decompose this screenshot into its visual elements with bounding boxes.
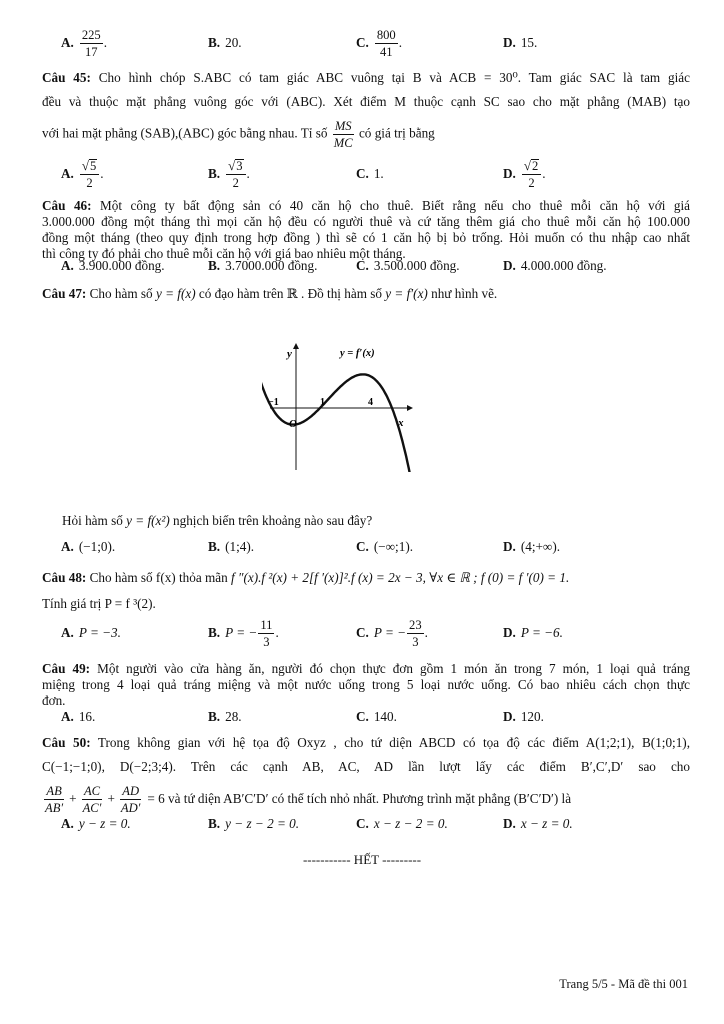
question-text: với hai mặt phẳng (SAB),(ABC) góc bằng nhau. Tỉ số	[42, 125, 328, 141]
q45-option-b	[208, 156, 250, 192]
option-label: B.	[208, 709, 221, 724]
numerator: MS	[334, 119, 352, 133]
numerator: 11	[260, 617, 273, 632]
denominator: 17	[84, 44, 98, 59]
q49-option-b	[208, 707, 242, 727]
option-text: P = −6.	[520, 625, 563, 640]
option-label: C.	[356, 35, 369, 50]
q46-options	[61, 256, 701, 276]
question-text: 3.000.000 đồng một tháng thì mọi căn hộ đều có người thuê và cứ tăng thêm giá cho thuê mỗi căn hộ 100.000	[42, 214, 690, 229]
option-label: A.	[61, 258, 74, 273]
q49-options	[61, 707, 701, 727]
option-label: D.	[503, 166, 516, 181]
q49-option-c	[356, 707, 397, 727]
option-label: B.	[208, 258, 221, 273]
numerator: 23	[409, 617, 422, 632]
q48-option-c	[356, 615, 428, 651]
fraction	[80, 28, 103, 59]
option-label: D.	[503, 816, 516, 831]
option-text: 1.	[373, 166, 384, 181]
sqrt	[524, 159, 539, 173]
q47-option-b	[208, 529, 254, 565]
q49-option-d	[503, 707, 544, 727]
numerator	[522, 159, 541, 175]
option-label: C.	[356, 539, 369, 554]
question-number: Câu 49:	[42, 661, 91, 676]
x-axis-label: x	[398, 417, 404, 429]
q44-option-c	[356, 25, 402, 61]
question-number: Câu 46:	[42, 198, 92, 213]
numerator: 800	[376, 27, 396, 42]
radical-sign: √	[523, 157, 531, 173]
question-text: Tính giá trị P = f ³(2).	[42, 596, 156, 611]
option-label: A.	[61, 625, 74, 640]
q48-options	[61, 615, 701, 651]
radical-sign: √	[81, 157, 89, 173]
q45-line1	[42, 69, 690, 87]
radicand: 3	[236, 158, 243, 173]
q45-option-a	[61, 156, 104, 192]
y-axis-label: y	[287, 348, 292, 360]
question-text: Cho hàm số	[89, 286, 153, 301]
option-text: P = −3.	[78, 625, 121, 640]
radicand: 5	[89, 158, 97, 173]
option-text: x − z = 0.	[520, 816, 573, 831]
option-text: 3.500.000 đồng.	[373, 258, 460, 273]
option-text: 28.	[225, 709, 242, 724]
period: .	[100, 166, 104, 181]
option-label: D.	[503, 539, 516, 554]
q49-line1	[42, 661, 690, 677]
fraction	[80, 159, 99, 190]
option-text: 3.7000.000 đồng.	[225, 258, 318, 273]
q50-options	[61, 812, 701, 836]
q48-option-b	[208, 615, 279, 651]
option-label: B.	[208, 166, 221, 181]
option-label: D.	[503, 258, 516, 273]
q47-line1	[42, 284, 497, 304]
question-text: = 6 và tứ diện AB′C′D′ có thể tích nhỏ nhất. Phương trình mặt phẳng (B′C′D′) là	[147, 791, 572, 806]
option-label: C.	[356, 709, 369, 724]
option-label: D.	[503, 625, 516, 640]
derivative-curve	[262, 374, 411, 472]
option-text: y − z = 0.	[78, 816, 131, 831]
q44-option-b	[208, 25, 242, 61]
denominator: 2	[232, 175, 239, 190]
denominator: AC′	[82, 800, 102, 815]
fraction	[258, 618, 274, 649]
option-text: x − z − 2 = 0.	[373, 816, 448, 831]
q45-line3	[42, 119, 435, 150]
page-footer: Trang 5/5 - Mã đề thi 001	[559, 977, 688, 991]
q49-line2	[42, 677, 690, 693]
q45-option-c	[356, 156, 384, 192]
q47-option-c	[356, 529, 413, 565]
fraction	[407, 618, 424, 649]
math-expression: y = f(x)	[155, 286, 196, 301]
option-text: P = −	[373, 625, 407, 640]
q47-option-a	[61, 529, 115, 565]
option-text: P = −	[225, 625, 258, 640]
q48-line1	[42, 568, 569, 588]
option-text: 4.000.000 đồng.	[520, 258, 607, 273]
numerator: AC	[83, 783, 101, 798]
q44-option-a	[61, 25, 107, 61]
q50-option-d	[503, 812, 573, 836]
option-text: 120.	[520, 709, 544, 724]
question-text: C(−1;−1;0), D(−2;3;4). Trên các cạnh AB, AC, AD lần lượt lấy các điểm B′,C′,D′ sao cho	[42, 759, 690, 774]
question-text: Một người vào cửa hàng ăn, người đó chọn thực đơn gồm 1 món ăn trong 7 món, 1 loại quả tráng	[97, 661, 691, 676]
option-text: y − z − 2 = 0.	[225, 816, 300, 831]
option-label: C.	[356, 166, 369, 181]
question-text: đều và thuộc mặt phẳng vuông góc với (ABC). Xét điểm M thuộc cạnh SC sao cho mặt phẳng (MAB) tạo	[42, 94, 690, 109]
q50-option-c	[356, 812, 448, 836]
ratio-fraction	[332, 119, 355, 150]
option-label: B.	[208, 816, 221, 831]
period: .	[398, 35, 403, 50]
denominator: 3	[263, 634, 270, 649]
option-text: 16.	[78, 709, 96, 724]
question-text: có đạo hàm trên ℝ . Đồ thị hàm số	[198, 286, 382, 301]
tick-label-4: 4	[368, 397, 373, 408]
plus-sign: +	[69, 791, 77, 806]
q46-line2	[42, 214, 690, 230]
period: .	[246, 166, 250, 181]
option-label: A.	[61, 166, 74, 181]
q46-option-a	[61, 256, 165, 276]
denominator: 2	[528, 175, 535, 190]
question-text: Cho hàm số f(x) thỏa mãn	[89, 570, 228, 585]
radical-sign: √	[228, 157, 236, 173]
radicand: 2	[531, 158, 539, 173]
derivative-graph	[262, 338, 418, 472]
question-number: Câu 47:	[42, 286, 87, 301]
q44-options	[61, 25, 701, 61]
origin-label: O	[289, 418, 297, 430]
fraction-ad	[119, 784, 143, 815]
q46-option-c	[356, 256, 460, 276]
option-text: (4;+∞).	[520, 539, 561, 554]
q48-line2	[42, 594, 156, 614]
numerator: AB	[46, 783, 62, 798]
period: .	[103, 35, 108, 50]
denominator: MC	[333, 136, 353, 150]
option-label: B.	[208, 625, 221, 640]
numerator	[80, 159, 99, 175]
option-text: 20.	[225, 35, 242, 50]
option-label: A.	[61, 539, 74, 554]
denominator: AB′	[45, 800, 64, 815]
option-text: 140.	[373, 709, 397, 724]
question-text: có giá trị bằng	[358, 125, 435, 141]
option-text: (−1;0).	[78, 539, 116, 554]
question-text: đơn.	[42, 693, 66, 708]
q45-line2	[42, 93, 690, 111]
q50-option-b	[208, 812, 299, 836]
end-marker: ----------- HẾT ---------	[302, 852, 422, 867]
option-text: 15.	[520, 35, 538, 50]
q47-option-d	[503, 529, 560, 565]
denominator: 41	[379, 44, 393, 59]
question-text: miệng trong 4 loại quả tráng miệng và một nước uống trong 5 loại nước uống. Có bao nhiêu cách chọn thực	[42, 677, 690, 692]
option-label: D.	[503, 709, 516, 724]
option-label: B.	[208, 35, 221, 50]
q46-option-b	[208, 256, 317, 276]
question-text: Trong không gian với hệ tọa độ Oxyz , cho tứ diện ABCD có tọa độ các điểm A(1;2;1), B(1;0;1),	[97, 735, 690, 750]
math-equation: f ″(x).f ²(x) + 2[f ′(x)]².f (x) = 2x − 3, ∀x ∈ ℝ ; f (0) = f ′(0) = 1.	[231, 570, 570, 585]
q48-option-a	[61, 615, 121, 651]
question-number: Câu 45:	[42, 70, 91, 85]
q50-line2	[42, 757, 690, 777]
question-number: Câu 48:	[42, 570, 87, 585]
question-text: đồng một tháng (theo quy định trong hợp đồng ) thì sẽ có 1 căn hộ bị bỏ trống. Hỏi muốn có thu nhập cao nhất	[42, 230, 690, 245]
fraction-ac	[81, 784, 104, 815]
option-label: A.	[61, 35, 74, 50]
function-label: y = f′(x)	[340, 348, 375, 359]
option-text: (1;4).	[225, 539, 255, 554]
question-text: thì công ty đó phải cho thuê mỗi căn hộ với giá bao nhiêu một tháng.	[42, 246, 406, 261]
option-label: C.	[356, 258, 369, 273]
q46-option-d	[503, 256, 607, 276]
option-text: (−∞;1).	[373, 539, 414, 554]
plus-sign: +	[107, 791, 115, 806]
option-label: C.	[356, 816, 369, 831]
q45-option-d	[503, 156, 546, 192]
period: .	[275, 625, 279, 640]
tick-label-neg1: −1	[268, 397, 279, 408]
q50-line1	[42, 733, 690, 753]
fraction	[226, 159, 245, 190]
question-number: Câu 50:	[42, 735, 91, 750]
math-expression: y = f(x²)	[126, 513, 170, 528]
period: .	[542, 166, 546, 181]
q45-options	[61, 156, 701, 192]
question-text: Một công ty bất động sản có 40 căn hộ cho thuê. Biết rằng nếu cho thuê mỗi căn hộ với giá	[100, 198, 691, 213]
question-text: Cho hình chóp S.ABC có tam giác ABC vuông tại B và ACB = 30⁰. Tam giác SAC là tam giác	[98, 70, 691, 85]
question-text: Hỏi hàm số	[62, 513, 123, 528]
question-text: như hình vẽ.	[431, 286, 498, 301]
q49-option-a	[61, 707, 95, 727]
fraction	[522, 159, 541, 190]
q50-option-a	[61, 812, 131, 836]
q44-option-d	[503, 25, 537, 61]
numerator: 225	[81, 27, 101, 42]
tick-label-1: 1	[320, 397, 325, 408]
q46-line3	[42, 230, 690, 246]
period: .	[424, 625, 428, 640]
question-text: nghịch biến trên khoảng nào sau đây?	[173, 513, 373, 528]
denominator: 2	[86, 175, 93, 190]
option-label: A.	[61, 816, 74, 831]
option-label: C.	[356, 625, 369, 640]
fraction	[375, 28, 398, 59]
option-label: B.	[208, 539, 221, 554]
q48-option-d	[503, 615, 563, 651]
denominator: AD′	[120, 800, 141, 815]
q46-line1	[42, 198, 690, 214]
sqrt	[228, 159, 243, 173]
option-text: 3.900.000 đồng.	[78, 258, 165, 273]
option-label: D.	[503, 35, 516, 50]
numerator	[226, 159, 245, 175]
q47-ask	[62, 511, 372, 531]
numerator: AD	[122, 783, 140, 798]
sqrt	[82, 159, 97, 173]
denominator: 3	[412, 634, 419, 649]
fraction-ab	[43, 784, 65, 815]
option-label: A.	[61, 709, 74, 724]
math-expression: y = f′(x)	[385, 286, 428, 301]
q47-options	[61, 529, 701, 565]
